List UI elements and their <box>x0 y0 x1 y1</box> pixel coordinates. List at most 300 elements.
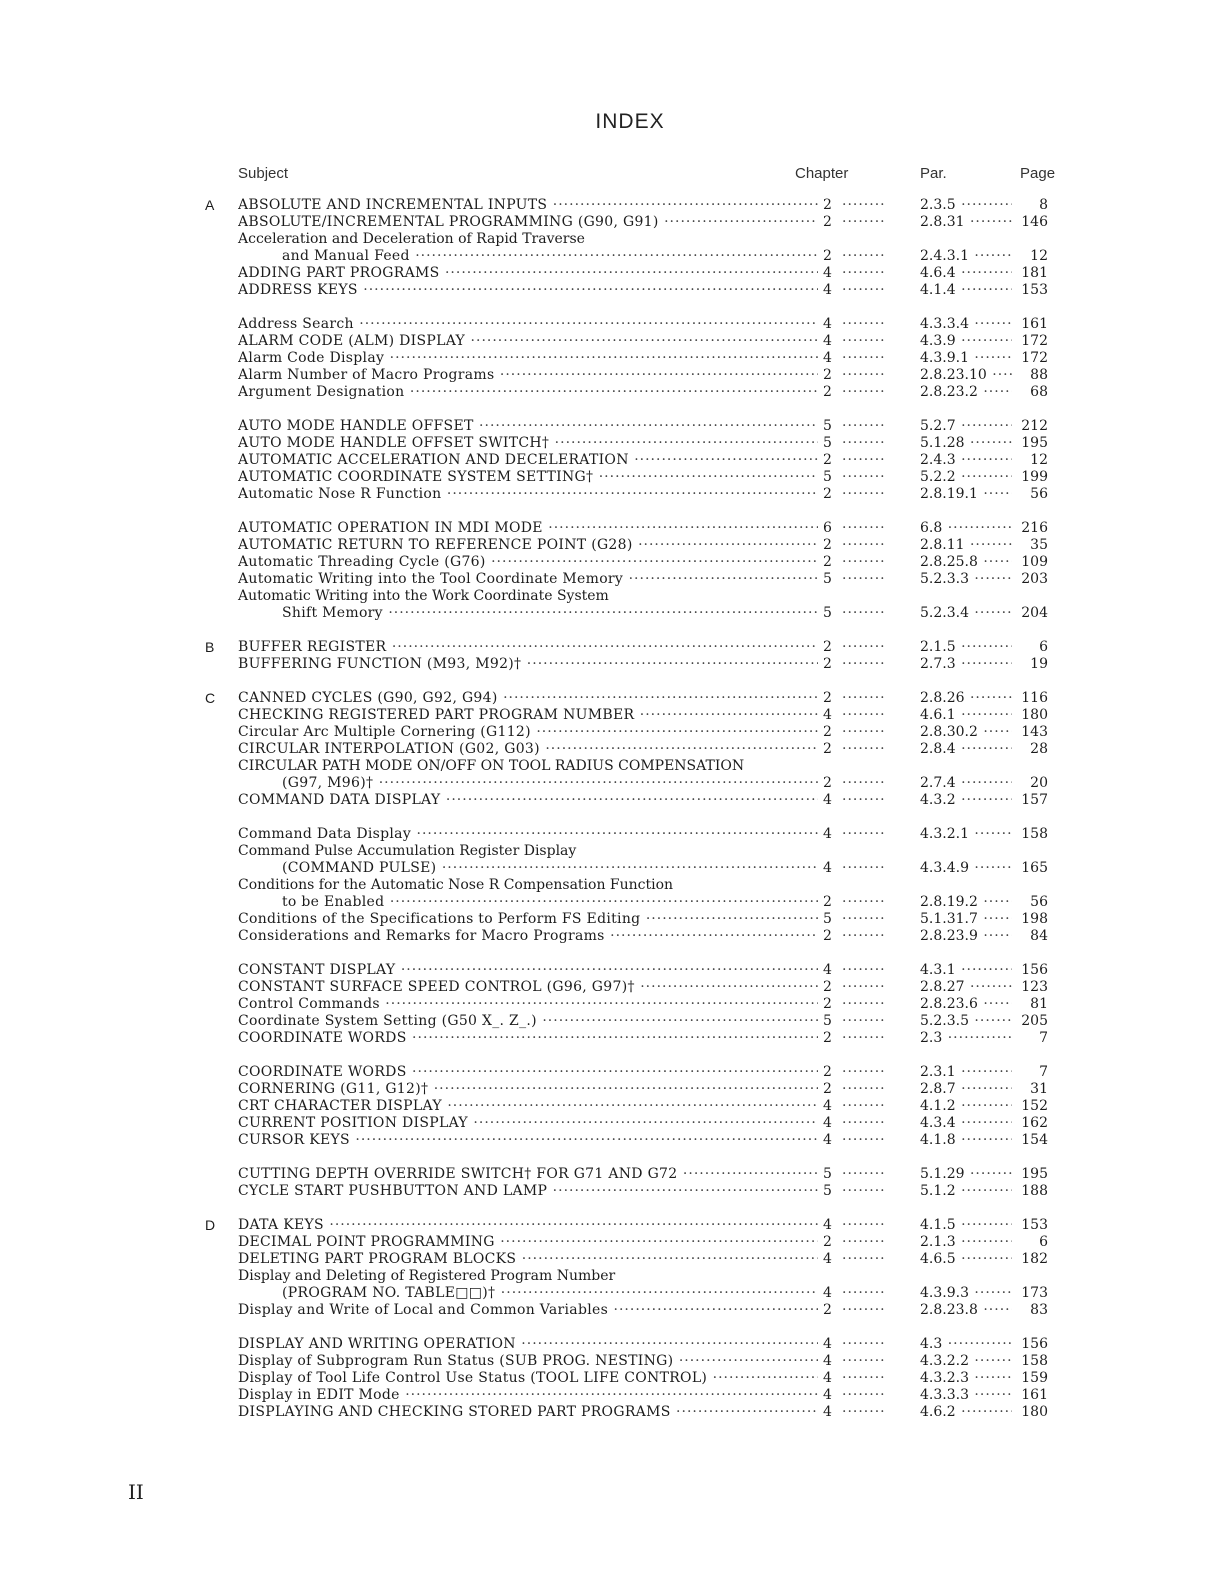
entry-chapter: 4 <box>823 826 832 842</box>
index-entry <box>0 333 1232 350</box>
entry-chapter: 2 <box>823 1064 832 1080</box>
entry-subject: AUTOMATIC RETURN TO REFERENCE POINT (G28) ····· <box>238 537 818 554</box>
entry-paragraph: 5.1.29 ····· <box>920 1166 1012 1183</box>
entry-page: 28 <box>1030 741 1048 757</box>
entry-page: 19 <box>1030 656 1048 672</box>
entry-page: 161 <box>1021 1387 1048 1403</box>
entry-page: 159 <box>1021 1370 1048 1386</box>
entry-chapter: 5 <box>823 911 832 927</box>
entry-subject-line1: Conditions for the Automatic Nose R Compensation Function <box>238 877 674 893</box>
entry-subject: CUTTING DEPTH OVERRIDE SWITCH† FOR G71 AND G72 ····· <box>238 1166 818 1183</box>
entry-leader-dots: ········ <box>842 1064 886 1080</box>
entry-chapter: 2 <box>823 367 832 383</box>
index-entry <box>0 486 1232 503</box>
entry-chapter: 4 <box>823 282 832 298</box>
entry-chapter: 2 <box>823 979 832 995</box>
entry-page: 116 <box>1021 690 1048 706</box>
entry-page: 7 <box>1039 1030 1048 1046</box>
entry-paragraph: 4.1.8 ····· <box>920 1132 1012 1149</box>
entry-page: 68 <box>1030 384 1048 400</box>
entry-page: 88 <box>1030 367 1048 383</box>
entry-subject: ADDING PART PROGRAMS ····· <box>238 265 818 282</box>
entry-leader-dots: ········ <box>842 384 886 400</box>
entry-paragraph: 2.8.4 ····· <box>920 741 1012 758</box>
entry-page: 158 <box>1021 1353 1048 1369</box>
index-entry <box>0 1251 1232 1268</box>
entry-paragraph: 5.1.28 ····· <box>920 435 1012 452</box>
entry-subject: Alarm Code Display ····· <box>238 350 818 367</box>
entry-chapter: 4 <box>823 707 832 723</box>
entry-leader-dots: ········ <box>842 469 886 485</box>
entry-leader-dots: ········ <box>842 911 886 927</box>
entry-paragraph: 2.3.5 ····· <box>920 197 1012 214</box>
entry-chapter: 2 <box>823 214 832 230</box>
index-entry <box>0 197 1232 214</box>
entry-paragraph: 2.4.3 ····· <box>920 452 1012 469</box>
entry-subject: COMMAND DATA DISPLAY ····· <box>238 792 818 809</box>
entry-paragraph: 2.4.3.1 ····· <box>920 248 1012 265</box>
entry-paragraph: 2.8.11 ····· <box>920 537 1012 554</box>
entry-chapter: 2 <box>823 1234 832 1250</box>
index-entry <box>0 1081 1232 1098</box>
entry-subject: AUTOMATIC OPERATION IN MDI MODE ····· <box>238 520 818 537</box>
entry-chapter: 2 <box>823 248 832 264</box>
entry-subject: CYCLE START PUSHBUTTON AND LAMP ····· <box>238 1183 818 1200</box>
entry-chapter: 5 <box>823 1183 832 1199</box>
entry-page: 172 <box>1021 333 1048 349</box>
index-entry <box>0 1336 1232 1353</box>
entry-leader-dots: ········ <box>842 282 886 298</box>
entry-page: 143 <box>1021 724 1048 740</box>
entry-subject: (PROGRAM NO. TABLE□□)† ····· <box>282 1285 818 1302</box>
entry-leader-dots: ········ <box>842 690 886 706</box>
index-entry <box>0 214 1232 231</box>
entry-page: 216 <box>1021 520 1048 536</box>
entry-chapter: 2 <box>823 197 832 213</box>
index-entry <box>0 265 1232 282</box>
entry-leader-dots: ········ <box>842 350 886 366</box>
entry-leader-dots: ········ <box>842 928 886 944</box>
entry-subject: Alarm Number of Macro Programs ····· <box>238 367 818 384</box>
entry-page: 162 <box>1021 1115 1048 1131</box>
entry-paragraph: 4.3 ····· <box>920 1336 1012 1353</box>
entry-subject: Shift Memory ····· <box>282 605 818 622</box>
entry-subject: CHECKING REGISTERED PART PROGRAM NUMBER ····· <box>238 707 818 724</box>
index-entry <box>0 1387 1232 1404</box>
entry-paragraph: 2.8.23.8 ····· <box>920 1302 1012 1319</box>
section-letter: D <box>205 1217 216 1233</box>
entry-subject: Automatic Threading Cycle (G76) ····· <box>238 554 818 571</box>
entry-chapter: 4 <box>823 860 832 876</box>
entry-page: 6 <box>1039 639 1048 655</box>
entry-leader-dots: ········ <box>842 1166 886 1182</box>
entry-subject: ALARM CODE (ALM) DISPLAY ····· <box>238 333 818 350</box>
entry-chapter: 4 <box>823 962 832 978</box>
entry-leader-dots: ········ <box>842 452 886 468</box>
entry-paragraph: 2.8.7 ····· <box>920 1081 1012 1098</box>
entry-subject: CORNERING (G11, G12)† ····· <box>238 1081 818 1098</box>
entry-chapter: 2 <box>823 741 832 757</box>
entry-page: 165 <box>1021 860 1048 876</box>
index-entry <box>0 1302 1232 1319</box>
entry-chapter: 4 <box>823 1132 832 1148</box>
entry-subject: to be Enabled ····· <box>282 894 818 911</box>
index-entry <box>0 826 1232 843</box>
index-entry <box>0 792 1232 809</box>
entry-page: 31 <box>1030 1081 1048 1097</box>
index-entry <box>0 1268 1232 1302</box>
entry-chapter: 4 <box>823 265 832 281</box>
entry-subject: (COMMAND PULSE) ····· <box>282 860 818 877</box>
entry-chapter: 2 <box>823 1030 832 1046</box>
entry-leader-dots: ········ <box>842 418 886 434</box>
entry-chapter: 2 <box>823 724 832 740</box>
entry-subject: Display in EDIT Mode ····· <box>238 1387 818 1404</box>
index-entry <box>0 1183 1232 1200</box>
entry-subject: DATA KEYS ····· <box>238 1217 818 1234</box>
entry-paragraph: 4.6.2 ····· <box>920 1404 1012 1421</box>
index-entry <box>0 1217 1232 1234</box>
entry-chapter: 2 <box>823 384 832 400</box>
entry-chapter: 4 <box>823 792 832 808</box>
page-folio: II <box>128 1480 144 1504</box>
entry-leader-dots: ········ <box>842 1404 886 1420</box>
column-header-page: Page <box>1020 165 1056 182</box>
entry-leader-dots: ········ <box>842 316 886 332</box>
entry-paragraph: 2.8.23.6 ····· <box>920 996 1012 1013</box>
index-entry <box>0 537 1232 554</box>
index-entry <box>0 1115 1232 1132</box>
entry-subject: DECIMAL POINT PROGRAMMING ····· <box>238 1234 818 1251</box>
entry-leader-dots: ········ <box>842 1081 886 1097</box>
index-entry <box>0 758 1232 792</box>
column-header-chapter: Chapter <box>795 165 849 182</box>
entry-subject: CURSOR KEYS ····· <box>238 1132 818 1149</box>
entry-subject: AUTO MODE HANDLE OFFSET ····· <box>238 418 818 435</box>
entry-chapter: 2 <box>823 996 832 1012</box>
entry-paragraph: 2.8.23.9 ····· <box>920 928 1012 945</box>
entry-leader-dots: ········ <box>842 707 886 723</box>
entry-subject: Conditions of the Specifications to Perform FS Editing ····· <box>238 911 818 928</box>
entry-chapter: 4 <box>823 350 832 366</box>
entry-page: 109 <box>1021 554 1048 570</box>
entry-page: 81 <box>1030 996 1048 1012</box>
entry-paragraph: 4.6.5 ····· <box>920 1251 1012 1268</box>
entry-page: 182 <box>1021 1251 1048 1267</box>
entry-leader-dots: ········ <box>842 860 886 876</box>
entry-subject: Command Data Display ····· <box>238 826 818 843</box>
entry-paragraph: 5.1.31.7 ····· <box>920 911 1012 928</box>
entry-subject: DISPLAYING AND CHECKING STORED PART PROGRAMS ····· <box>238 1404 818 1421</box>
entry-subject: Display and Write of Local and Common Variables ····· <box>238 1302 818 1319</box>
entry-paragraph: 2.8.26 ····· <box>920 690 1012 707</box>
entry-paragraph: 2.3 ····· <box>920 1030 1012 1047</box>
entry-chapter: 4 <box>823 1098 832 1114</box>
entry-paragraph: 2.3.1 ····· <box>920 1064 1012 1081</box>
entry-subject: AUTOMATIC ACCELERATION AND DECELERATION ····· <box>238 452 818 469</box>
entry-page: 12 <box>1030 452 1048 468</box>
entry-subject: Coordinate System Setting (G50 X_. Z_.) ····· <box>238 1013 818 1030</box>
entry-subject-line1: Command Pulse Accumulation Register Display <box>238 843 577 859</box>
index-entry <box>0 350 1232 367</box>
index-entry <box>0 435 1232 452</box>
entry-chapter: 2 <box>823 656 832 672</box>
entry-page: 180 <box>1021 707 1048 723</box>
entry-leader-dots: ········ <box>842 486 886 502</box>
entry-leader-dots: ········ <box>842 435 886 451</box>
entry-leader-dots: ········ <box>842 333 886 349</box>
entry-paragraph: 4.3.2.3 ····· <box>920 1370 1012 1387</box>
entry-subject-line1: Automatic Writing into the Work Coordinate System <box>238 588 609 604</box>
entry-page: 204 <box>1021 605 1048 621</box>
entry-chapter: 2 <box>823 486 832 502</box>
entry-page: 212 <box>1021 418 1048 434</box>
index-entry <box>0 1013 1232 1030</box>
index-entry <box>0 1098 1232 1115</box>
entry-paragraph: 2.8.19.1 ····· <box>920 486 1012 503</box>
index-entry <box>0 1234 1232 1251</box>
entry-chapter: 2 <box>823 894 832 910</box>
entry-subject: Considerations and Remarks for Macro Programs ····· <box>238 928 818 945</box>
entry-page: 7 <box>1039 1064 1048 1080</box>
entry-leader-dots: ········ <box>842 248 886 264</box>
entry-leader-dots: ········ <box>842 1302 886 1318</box>
entry-subject: Display of Tool Life Control Use Status (TOOL LIFE CONTROL) ····· <box>238 1370 818 1387</box>
entry-page: 199 <box>1021 469 1048 485</box>
entry-chapter: 4 <box>823 1387 832 1403</box>
entry-paragraph: 4.6.1 ····· <box>920 707 1012 724</box>
entry-chapter: 5 <box>823 605 832 621</box>
entry-page: 195 <box>1021 1166 1048 1182</box>
index-entry <box>0 282 1232 299</box>
entry-leader-dots: ········ <box>842 1387 886 1403</box>
index-entry <box>0 1370 1232 1387</box>
entry-paragraph: 4.3.2.1 ····· <box>920 826 1012 843</box>
entry-paragraph: 2.8.25.8 ····· <box>920 554 1012 571</box>
entry-leader-dots: ········ <box>842 826 886 842</box>
entry-chapter: 2 <box>823 639 832 655</box>
entry-page: 153 <box>1021 1217 1048 1233</box>
entry-leader-dots: ········ <box>842 962 886 978</box>
index-entry <box>0 724 1232 741</box>
entry-subject: DISPLAY AND WRITING OPERATION ····· <box>238 1336 818 1353</box>
index-entry <box>0 469 1232 486</box>
entry-paragraph: 2.1.3 ····· <box>920 1234 1012 1251</box>
entry-chapter: 4 <box>823 316 832 332</box>
entry-page: 203 <box>1021 571 1048 587</box>
entry-paragraph: 6.8 ····· <box>920 520 1012 537</box>
entry-chapter: 2 <box>823 1302 832 1318</box>
entry-subject-line1: Display and Deleting of Registered Program Number <box>238 1268 616 1284</box>
entry-leader-dots: ········ <box>842 537 886 553</box>
entry-subject: DELETING PART PROGRAM BLOCKS ····· <box>238 1251 818 1268</box>
entry-page: 56 <box>1030 894 1048 910</box>
entry-paragraph: 4.3.9 ····· <box>920 333 1012 350</box>
entry-leader-dots: ········ <box>842 605 886 621</box>
index-entry <box>0 1030 1232 1047</box>
entry-leader-dots: ········ <box>842 1336 886 1352</box>
index-entry <box>0 962 1232 979</box>
entry-leader-dots: ········ <box>842 1098 886 1114</box>
entry-paragraph: 2.8.27 ····· <box>920 979 1012 996</box>
entry-paragraph: 4.3.3.4 ····· <box>920 316 1012 333</box>
entry-subject: Circular Arc Multiple Cornering (G112) ····· <box>238 724 818 741</box>
entry-subject: COORDINATE WORDS ····· <box>238 1064 818 1081</box>
entry-chapter: 2 <box>823 554 832 570</box>
entry-subject: ADDRESS KEYS ····· <box>238 282 818 299</box>
entry-page: 180 <box>1021 1404 1048 1420</box>
entry-chapter: 4 <box>823 1115 832 1131</box>
entry-page: 123 <box>1021 979 1048 995</box>
entry-chapter: 2 <box>823 775 832 791</box>
entry-leader-dots: ········ <box>842 1115 886 1131</box>
entry-page: 56 <box>1030 486 1048 502</box>
entry-page: 161 <box>1021 316 1048 332</box>
entry-leader-dots: ········ <box>842 656 886 672</box>
entry-subject-line1: Acceleration and Deceleration of Rapid Traverse <box>238 231 585 247</box>
entry-chapter: 2 <box>823 690 832 706</box>
entry-chapter: 6 <box>823 520 832 536</box>
entry-page: 83 <box>1030 1302 1048 1318</box>
entry-paragraph: 4.3.4.9 ····· <box>920 860 1012 877</box>
entry-subject: CRT CHARACTER DISPLAY ····· <box>238 1098 818 1115</box>
entry-leader-dots: ········ <box>842 1030 886 1046</box>
entry-paragraph: 2.7.3 ····· <box>920 656 1012 673</box>
entry-page: 84 <box>1030 928 1048 944</box>
entry-chapter: 5 <box>823 1166 832 1182</box>
entry-page: 195 <box>1021 435 1048 451</box>
entry-paragraph: 2.1.5 ····· <box>920 639 1012 656</box>
entry-chapter: 4 <box>823 1336 832 1352</box>
entry-leader-dots: ········ <box>842 520 886 536</box>
index-entry <box>0 1132 1232 1149</box>
column-header-par: Par. <box>920 165 947 182</box>
entry-paragraph: 4.3.9.1 ····· <box>920 350 1012 367</box>
entry-subject: CANNED CYCLES (G90, G92, G94) ····· <box>238 690 818 707</box>
entry-leader-dots: ········ <box>842 1251 886 1267</box>
entry-chapter: 4 <box>823 1404 832 1420</box>
entry-subject: BUFFERING FUNCTION (M93, M92)† ····· <box>238 656 818 673</box>
entry-page: 154 <box>1021 1132 1048 1148</box>
entry-paragraph: 4.3.1 ····· <box>920 962 1012 979</box>
index-entry <box>0 231 1232 265</box>
entry-page: 153 <box>1021 282 1048 298</box>
entry-subject: Control Commands ····· <box>238 996 818 1013</box>
entry-page: 158 <box>1021 826 1048 842</box>
entry-paragraph: 5.2.2 ····· <box>920 469 1012 486</box>
entry-subject: COORDINATE WORDS ····· <box>238 1030 818 1047</box>
index-entry <box>0 979 1232 996</box>
index-entries <box>0 197 1232 1421</box>
entry-paragraph: 4.1.5 ····· <box>920 1217 1012 1234</box>
entry-leader-dots: ········ <box>842 265 886 281</box>
entry-chapter: 5 <box>823 469 832 485</box>
entry-page: 12 <box>1030 248 1048 264</box>
index-entry <box>0 1353 1232 1370</box>
entry-chapter: 4 <box>823 1251 832 1267</box>
entry-page: 188 <box>1021 1183 1048 1199</box>
entry-leader-dots: ········ <box>842 792 886 808</box>
index-entry <box>0 690 1232 707</box>
entry-leader-dots: ········ <box>842 1234 886 1250</box>
entry-page: 20 <box>1030 775 1048 791</box>
entry-paragraph: 4.3.4 ····· <box>920 1115 1012 1132</box>
entry-chapter: 5 <box>823 435 832 451</box>
section-letter: A <box>205 197 215 213</box>
entry-chapter: 4 <box>823 1370 832 1386</box>
index-entry <box>0 520 1232 537</box>
entry-paragraph: 2.8.31 ····· <box>920 214 1012 231</box>
entry-leader-dots: ········ <box>842 775 886 791</box>
entry-paragraph: 4.3.9.3 ····· <box>920 1285 1012 1302</box>
entry-subject: Automatic Writing into the Tool Coordinate Memory ····· <box>238 571 818 588</box>
entry-page: 157 <box>1021 792 1048 808</box>
index-entry <box>0 928 1232 945</box>
entry-subject: ABSOLUTE/INCREMENTAL PROGRAMMING (G90, G91) ····· <box>238 214 818 231</box>
entry-subject-line1: CIRCULAR PATH MODE ON/OFF ON TOOL RADIUS COMPENSATION <box>238 758 745 774</box>
entry-paragraph: 2.8.19.2 ····· <box>920 894 1012 911</box>
entry-chapter: 4 <box>823 333 832 349</box>
entry-chapter: 2 <box>823 1081 832 1097</box>
index-entry <box>0 996 1232 1013</box>
entry-paragraph: 5.2.3.5 ····· <box>920 1013 1012 1030</box>
entry-paragraph: 2.8.23.2 ····· <box>920 384 1012 401</box>
page-title: INDEX <box>595 110 665 133</box>
index-entry <box>0 1166 1232 1183</box>
entry-subject: CONSTANT DISPLAY ····· <box>238 962 818 979</box>
entry-subject: and Manual Feed ····· <box>282 248 818 265</box>
entry-paragraph: 4.1.4 ····· <box>920 282 1012 299</box>
entry-leader-dots: ········ <box>842 1217 886 1233</box>
entry-leader-dots: ········ <box>842 197 886 213</box>
index-entry <box>0 741 1232 758</box>
entry-subject: BUFFER REGISTER ····· <box>238 639 818 656</box>
entry-chapter: 2 <box>823 452 832 468</box>
index-entry <box>0 707 1232 724</box>
entry-paragraph: 5.2.7 ····· <box>920 418 1012 435</box>
entry-leader-dots: ········ <box>842 741 886 757</box>
index-entry <box>0 571 1232 588</box>
entry-page: 173 <box>1021 1285 1048 1301</box>
entry-leader-dots: ········ <box>842 639 886 655</box>
entry-paragraph: 4.3.3.3 ····· <box>920 1387 1012 1404</box>
entry-chapter: 4 <box>823 1353 832 1369</box>
index-entry <box>0 367 1232 384</box>
entry-subject: Automatic Nose R Function ····· <box>238 486 818 503</box>
index-entry <box>0 639 1232 656</box>
entry-page: 8 <box>1039 197 1048 213</box>
entry-paragraph: 4.3.2 ····· <box>920 792 1012 809</box>
section-letter: B <box>205 639 215 655</box>
entry-page: 6 <box>1039 1234 1048 1250</box>
entry-page: 205 <box>1021 1013 1048 1029</box>
index-entry <box>0 554 1232 571</box>
index-entry <box>0 1404 1232 1421</box>
entry-subject: AUTOMATIC COORDINATE SYSTEM SETTING† ····· <box>238 469 818 486</box>
entry-page: 152 <box>1021 1098 1048 1114</box>
entry-chapter: 4 <box>823 1217 832 1233</box>
entry-paragraph: 5.2.3.4 ····· <box>920 605 1012 622</box>
entry-paragraph: 2.8.30.2 ····· <box>920 724 1012 741</box>
entry-leader-dots: ········ <box>842 894 886 910</box>
entry-leader-dots: ········ <box>842 996 886 1012</box>
entry-subject: CIRCULAR INTERPOLATION (G02, G03) ····· <box>238 741 818 758</box>
index-entry <box>0 656 1232 673</box>
entry-page: 198 <box>1021 911 1048 927</box>
entry-leader-dots: ········ <box>842 1183 886 1199</box>
entry-paragraph: 4.1.2 ····· <box>920 1098 1012 1115</box>
column-header-subject: Subject <box>238 165 289 182</box>
